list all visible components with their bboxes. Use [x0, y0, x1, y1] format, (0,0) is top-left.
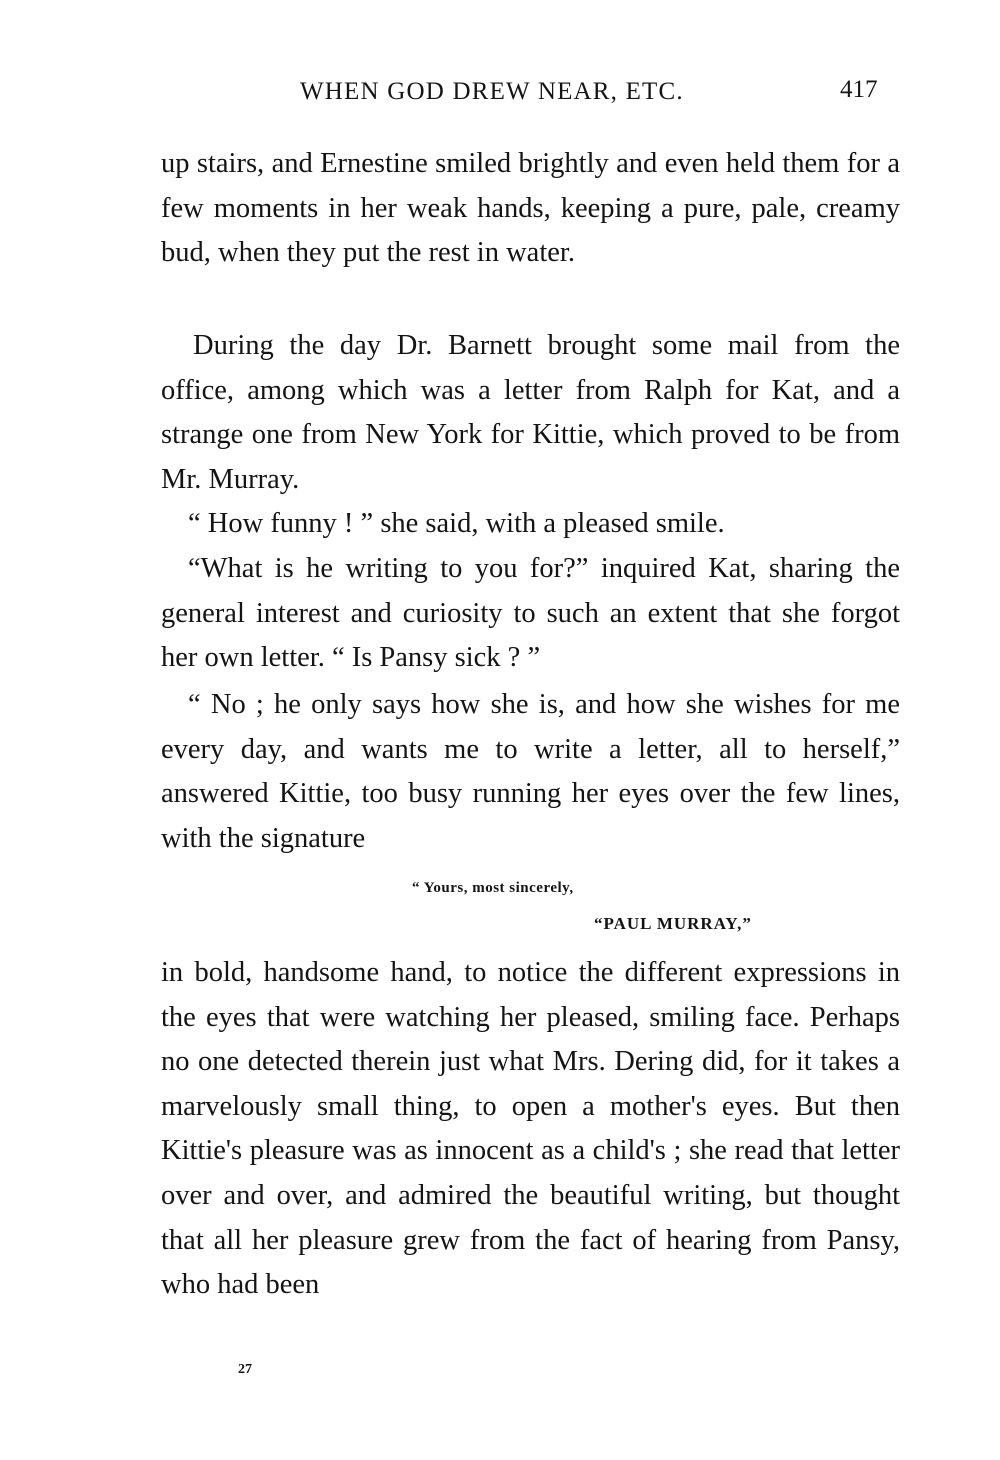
paragraph-1	[161, 142, 900, 276]
paragraph-6	[161, 951, 900, 1308]
paragraph-2	[161, 324, 900, 502]
paragraph-text: “What is he writing to you for?” inquired Kat, sharing the general interest and curiosity to such an extent that she forgot her own letter. “ Is Pansy sick ? ”	[161, 553, 900, 674]
letter-closing: “ Yours, most sincerely,	[412, 880, 574, 896]
paragraph-text: During the day Dr. Barnett brought some mail from the office, among which was a letter from Ralph for Kat, and a strange one from New York for Kittie, which proved to be from Mr. Murray.	[161, 330, 900, 495]
paragraph-5	[161, 683, 900, 861]
running-head: WHEN GOD DREW NEAR, ETC.	[300, 78, 684, 105]
paragraph-text: “ No ; he only says how she is, and how she wishes for me every day, and wants me to write a letter, all to herself,” answered Kittie, too busy running her eyes over the few lines, with the signature	[161, 689, 900, 854]
paragraph-text: “ How funny ! ” she said, with a pleased smile.	[188, 508, 725, 539]
page-number: 417	[840, 76, 878, 103]
paragraph-text: up stairs, and Ernestine smiled brightly and even held them for a few moments in her weak hands, keeping a pure, pale, creamy bud, when they put the rest in water.	[161, 148, 900, 269]
paragraph-3	[161, 502, 900, 547]
printer-signature-mark: 27	[238, 1362, 252, 1377]
paragraph-text: in bold, handsome hand, to notice the different expressions in the eyes that were watching her pleased, smiling face. Perhaps no one detected therein just what Mrs. Dering did, for it takes a marvelously small thing, to open a mother's eyes. But then Kittie's pleasure was as innocent as a child's ; she read that letter over and over, and admired the beautiful writing, but thought that all her pleasure grew from the fact of hearing from Pansy, who had been	[161, 957, 900, 1301]
letter-signature-name: “PAUL MURRAY,”	[594, 914, 752, 933]
paragraph-4	[161, 547, 900, 681]
